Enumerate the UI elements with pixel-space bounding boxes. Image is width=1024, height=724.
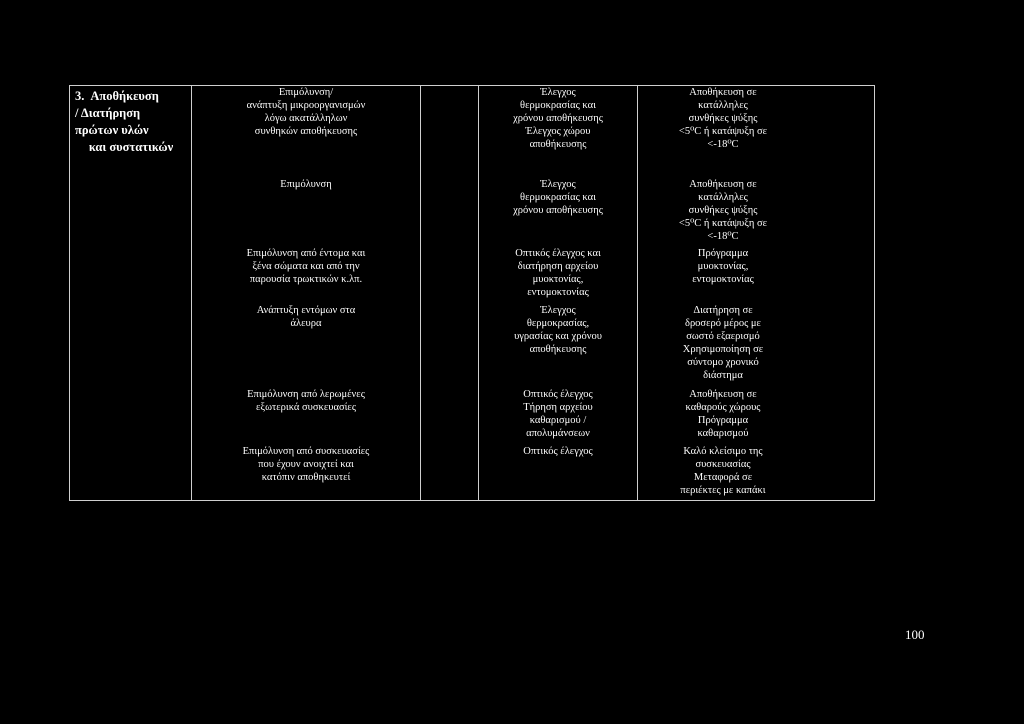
measure-cell: Διατήρηση σε δροσερό μέρος με σωστό εξαερισμό Χρησιμοποίηση σε σύντομο χρονικό διάστημα [682,305,764,381]
measure-cell: Αποθήκευση σε καθαρούς χώρους Πρόγραμμα καθαρισμού [685,389,761,439]
hazard-cell: Επιμόλυνση από συσκευασίες που έχουν ανοιχτεί και κατόπιν αποθηκευτεί [242,446,370,483]
hazard-cell: Επιμόλυνση από έντομα και ξένα σώματα και από την παρουσία τρωκτικών κ.λπ. [246,248,366,285]
section-number: 3. [75,89,85,103]
control-cell: Οπτικός έλεγχος Τήρηση αρχείου καθαρισμού / απολυμάνσεων [523,389,593,439]
column-divider [478,85,479,501]
section-heading [75,88,187,156]
measure-cell: Αποθήκευση σε κατάλληλες συνθήκες ψύξης <5⁰C ή κατάψυξη σε <-18⁰C [678,87,768,150]
section-title-line-2: / Διατήρηση [75,106,141,120]
hazard-cell: Επιμόλυνση από λερωμένες εξωτερικά συσκευασίες [247,389,365,413]
control-cell: Οπτικός έλεγχος [523,446,593,457]
control-cell: Έλεγχος θερμοκρασίας και χρόνου αποθήκευσης Έλεγχος χώρου αποθήκευσης [513,87,603,150]
hazard-cell: Ανάπτυξη εντόμων στα άλευρα [256,305,356,329]
control-cell: Έλεγχος θερμοκρασίας, υγρασίας και χρόνου αποθήκευσης [514,305,602,355]
measure-cell: Αποθήκευση σε κατάλληλες συνθήκες ψύξης <5⁰C ή κατάψυξη σε <-18⁰C [678,179,768,242]
section-title-line-4: και συστατικών [88,140,174,154]
page-number: 100 [905,627,925,642]
section-title-line-3: πρώτων υλών [75,123,149,137]
hazard-cell: Επιμόλυνση [280,179,332,190]
control-cell: Έλεγχος θερμοκρασίας και χρόνου αποθήκευσης [513,179,603,216]
measure-cell: Καλό κλείσιμο της συσκευασίας Μεταφορά σε περιέκτες με καπάκι [680,446,766,496]
column-divider [420,85,421,501]
measure-cell: Πρόγραμμα μυοκτονίας, εντομοκτονίας [692,248,754,285]
section-title-line-1: Αποθήκευση [90,89,159,103]
column-divider [191,85,192,501]
hazard-cell: Επιμόλυνση/ ανάπτυξη μικροοργανισμών λόγω ακατάλληλων συνθηκών αποθήκευσης [246,87,366,137]
control-cell: Οπτικός έλεγχος και διατήρηση αρχείου μυοκτονίας, εντομοκτονίας [515,248,601,298]
